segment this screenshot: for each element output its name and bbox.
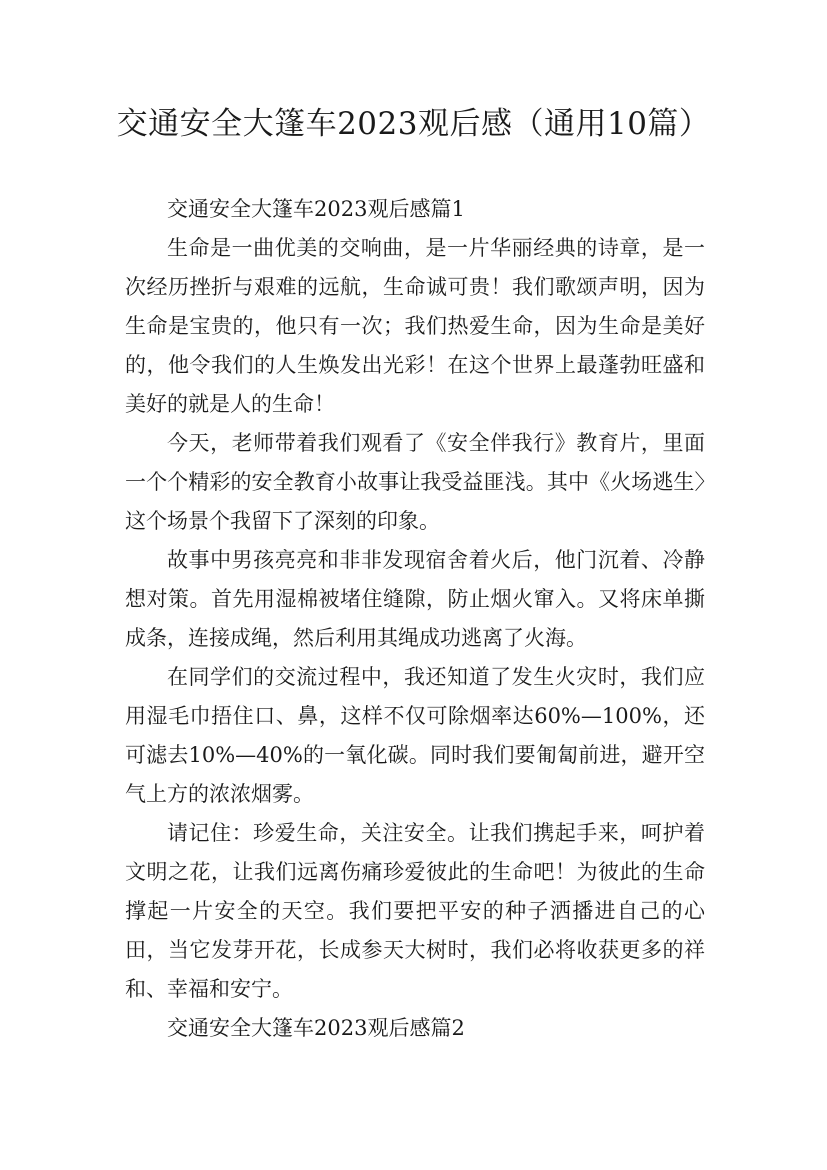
section-heading-1: 交通安全大篷车2023观后感篇1 (167, 197, 465, 221)
document-body (125, 190, 705, 1048)
document-title: 交通安全大篷车2023观后感（通用10篇） (116, 106, 711, 142)
section-heading-2: 交通安全大篷车2023观后感篇2 (167, 1016, 465, 1040)
paragraph-2: 今天，老师带着我们观看了《安全伴我行》教育片，里面一个个精彩的安全教育小故事让我受益匪浅。其中《火场逃生〉这个场景个我留下了深刻的印象。 (125, 431, 705, 533)
paragraph-4: 在同学们的交流过程中，我还知道了发生火灾时，我们应用湿毛巾捂住口、鼻，这样不仅可除烟率达60%—100%，还可滤去10%—40%的一氧化碳。同时我们要匍匐前进，避开空气上方的浓浓烟雾。 (125, 665, 705, 806)
paragraph-1: 生命是一曲优美的交响曲，是一片华丽经典的诗章，是一次经历挫折与艰难的远航，生命诚可贵！我们歌颂声明，因为生命是宝贵的，他只有一次；我们热爱生命，因为生命是美好的，他令我们的人生焕发出光彩！在这个世界上最蓬勃旺盛和美好的就是人的生命！ (125, 236, 705, 416)
paragraph-5: 请记住：珍爱生命，关注安全。让我们携起手来，呵护着文明之花，让我们远离伤痛珍爱彼此的生命吧！为彼此的生命撑起一片安全的天空。我们要把平安的种子洒播进自己的心田，当它发芽开花，长成参天大树时，我们必将收获更多的祥和、幸福和安宁。 (125, 821, 705, 1001)
paragraph-3: 故事中男孩亮亮和非非发现宿舍着火后，他门沉着、冷静想对策。首先用湿棉被堵住缝隙，防止烟火窜入。又将床单撕成条，连接成绳，然后利用其绳成功逃离了火海。 (125, 548, 705, 650)
